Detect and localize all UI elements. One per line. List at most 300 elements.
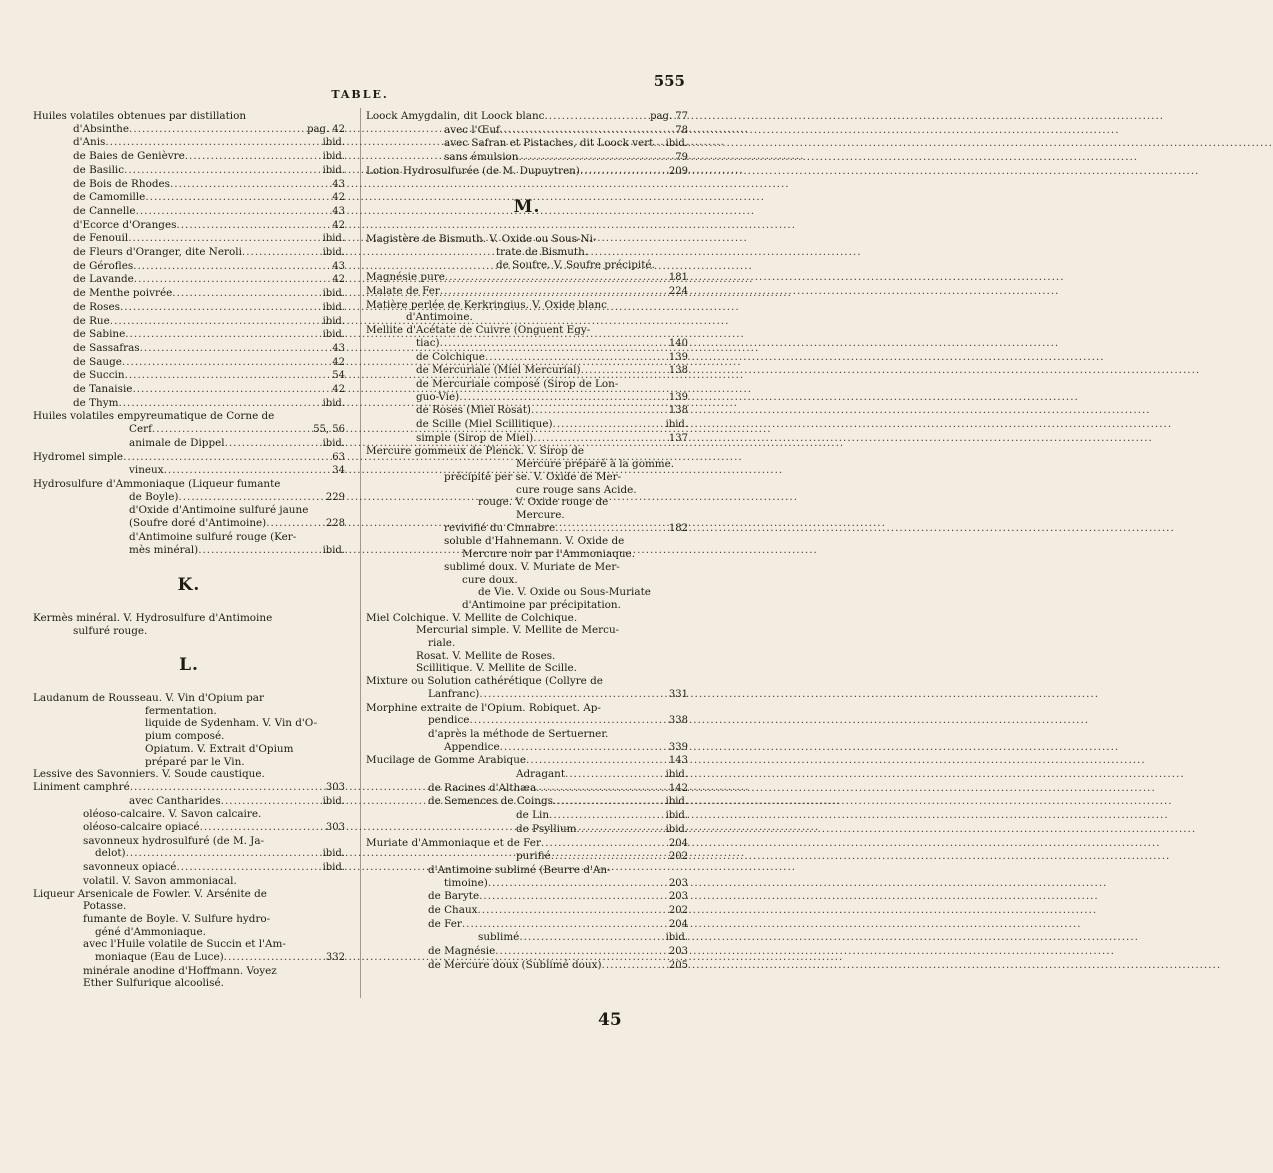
entry-text: de Sassafras (73, 341, 140, 354)
page-reference: 181 (668, 272, 688, 284)
section-letter-l: L. (179, 655, 199, 676)
index-entry (33, 178, 345, 192)
entry-text: vineux (129, 464, 164, 477)
entry-text: riale. (428, 637, 456, 650)
page-reference: 205 (668, 959, 688, 971)
index-entry (366, 324, 688, 337)
index-entry (366, 624, 688, 637)
page-reference: 143 (668, 755, 688, 767)
dot-leader (185, 150, 320, 163)
entry-text: Mercure noir par l'Ammoniaque. (462, 548, 635, 561)
entry-text: sublimé doux. V. Muriate de Mer- (444, 560, 620, 573)
entry-text: de Basilic (73, 163, 125, 176)
entry-text: d'Absinthe (73, 122, 130, 135)
page-reference: ibid. (665, 138, 688, 150)
entry-text: Potasse. (83, 900, 127, 913)
entry-text: Cerf (129, 423, 152, 436)
page-reference: 229 (325, 491, 345, 503)
page-reference: ibid. (665, 796, 688, 808)
index-entry (33, 756, 345, 769)
dot-leader (130, 781, 323, 794)
page-reference: pag. 77 (650, 111, 688, 122)
index-entry (366, 918, 688, 932)
entry-text: Liniment camphré (33, 780, 130, 793)
entry-text: de Fleurs d'Oranger, dite Neroli (73, 246, 242, 259)
entry-text: de Psyllium (516, 822, 577, 835)
page-reference: ibid. (665, 932, 688, 944)
entry-text: Kermès minéral. V. Hydrosulfure d'Antimoine (33, 611, 273, 624)
page-reference: 331 (668, 688, 688, 700)
page-reference: 42 (332, 219, 345, 231)
dot-leader (133, 260, 329, 273)
index-entry (366, 702, 688, 715)
entry-text: Matière perlée de Kerkringius. V. Oxide blanc (366, 298, 607, 311)
page-reference: 202 (668, 851, 688, 863)
index-entry (33, 717, 345, 730)
page-reference: ibid. (665, 419, 688, 431)
entry-text: Adragant (516, 768, 566, 781)
entry-text: Lessive des Savonniers. V. Soude caustique. (33, 768, 265, 781)
index-entry (33, 383, 345, 397)
dot-leader (478, 904, 666, 917)
page-reference: 139 (668, 351, 688, 363)
entry-text: de Mercure doux (Sublimé doux) (428, 958, 602, 971)
index-entry (33, 356, 345, 370)
index-entry (33, 965, 345, 978)
page-reference: 140 (668, 337, 688, 349)
entry-text: d'Antimoine. (406, 311, 473, 324)
index-entry (366, 548, 688, 561)
page-reference: 224 (668, 286, 688, 298)
index-entry (33, 328, 345, 342)
page-reference: ibid. (322, 329, 345, 341)
dot-leader (553, 795, 663, 808)
entry-text: mès minéral) (129, 543, 199, 556)
dot-leader (120, 301, 320, 314)
entry-text: de Baryte (428, 890, 480, 903)
index-entry (33, 795, 345, 809)
dot-leader (152, 423, 310, 436)
page-reference: ibid. (322, 301, 345, 313)
index-entry (366, 561, 688, 574)
dot-leader (221, 795, 320, 808)
entry-text: liquide de Sydenham. V. Vin d'O- (145, 717, 318, 730)
dot-leader (125, 328, 319, 341)
entry-text: guo-Vie) (416, 390, 460, 403)
dot-leader (126, 847, 320, 860)
entry-text: trate de Bismuth. (496, 245, 589, 258)
entry-text: de Bois de Rhodes (73, 177, 170, 190)
index-entry (366, 391, 688, 405)
index-entry (366, 484, 688, 497)
dot-leader (198, 544, 319, 557)
entry-text: delot) (95, 847, 126, 860)
page-reference: 204 (668, 837, 688, 849)
entry-text: fermentation. (145, 704, 217, 717)
index-entry (33, 625, 345, 638)
entry-text: précipité per se. V. Oxide de Mer- (444, 470, 622, 483)
index-entry (366, 311, 688, 324)
dot-leader (555, 522, 666, 535)
entry-text: avec l'Huile volatile de Succin et l'Am- (83, 938, 286, 951)
index-entry (366, 124, 688, 138)
index-entry (366, 233, 688, 246)
entry-text: Malate de Fer (366, 285, 440, 298)
index-entry (366, 768, 688, 782)
dot-leader (544, 110, 647, 123)
dot-leader (518, 151, 672, 164)
dot-leader (565, 768, 663, 781)
index-entry (366, 337, 688, 351)
entry-text: timoine) (444, 876, 488, 889)
index-entry (366, 809, 688, 823)
dot-leader (224, 951, 323, 964)
index-entry (33, 301, 345, 315)
dot-leader (459, 391, 666, 404)
index-entry (366, 471, 688, 484)
index-entry (33, 888, 345, 901)
dot-leader (170, 178, 329, 191)
entry-text: Rosat. V. Mellite de Roses. (416, 649, 556, 662)
page-reference: 42 (332, 192, 345, 204)
index-entry (366, 754, 688, 768)
dot-leader (134, 273, 330, 286)
index-entry (33, 437, 345, 451)
entry-text: de Roses (73, 300, 120, 313)
entry-text: revivifié du Cinnabre (444, 521, 556, 534)
dot-leader (118, 397, 319, 410)
index-entry (33, 287, 345, 301)
entry-text: de Sauge (73, 355, 122, 368)
index-entry (366, 586, 688, 599)
entry-text: de Menthe poivrée (73, 287, 173, 300)
entry-text: Scillitique. V. Mellite de Scille. (416, 662, 577, 675)
entry-text: simple (Sirop de Miel) (416, 431, 534, 444)
k-entries (33, 612, 345, 637)
dot-leader (242, 246, 320, 259)
index-entry (33, 491, 345, 505)
dot-leader (129, 123, 304, 136)
page-reference: 303 (325, 822, 345, 834)
index-entry (366, 714, 688, 728)
dot-leader (200, 821, 323, 834)
page-reference: 139 (668, 391, 688, 403)
page-reference: ibid. (665, 823, 688, 835)
entry-text: Mercure préparé à la gomme. (516, 458, 675, 471)
entry-text: oléoso-calcaire opiacé (83, 821, 200, 834)
index-entry (366, 574, 688, 587)
dot-leader (536, 782, 666, 795)
page-reference: 43 (332, 342, 345, 354)
entry-text: minérale anodine d'Hoffmann. Voyez (83, 964, 277, 977)
index-entry (33, 423, 345, 437)
index-entry (366, 741, 688, 755)
dot-leader (164, 464, 330, 477)
index-entry (366, 432, 688, 446)
index-entry (33, 246, 345, 260)
entry-text: savonneux hydrosulfuré (de M. Ja- (83, 834, 265, 847)
entry-text: Lotion Hydrosulfurée (de M. Dupuytren) (366, 164, 580, 177)
entry-text: Magistère de Bismuth. V. Oxide ou Sous-Ni- (366, 233, 597, 246)
entry-text: pendice (428, 714, 470, 727)
index-entry (366, 137, 688, 151)
entry-text: Mercurial simple. V. Mellite de Mercu- (416, 624, 620, 637)
index-entry (33, 705, 345, 718)
index-entry (366, 662, 688, 675)
entry-text: Mixture ou Solution cathérétique (Collyre de (366, 675, 603, 688)
dot-leader (581, 364, 666, 377)
index-entry (33, 342, 345, 356)
index-entry (366, 246, 688, 259)
dot-leader (500, 124, 672, 137)
index-entry (366, 904, 688, 918)
index-entry (33, 977, 345, 990)
index-entry (366, 378, 688, 391)
entry-text: préparé par le Vin. (145, 755, 245, 768)
index-entry (366, 496, 688, 509)
page-reference: ibid. (665, 810, 688, 822)
index-entry (33, 821, 345, 835)
dot-leader (136, 205, 330, 218)
index-entry (366, 612, 688, 625)
right-column (366, 110, 688, 973)
page-reference: ibid. (322, 544, 345, 556)
index-entry (33, 464, 345, 478)
entry-text: Liqueur Arsenicale de Fowler. V. Arsénite de (33, 887, 267, 900)
page-reference: 63 (332, 451, 345, 463)
index-entry (33, 164, 345, 178)
entry-text: de Mercuriale composé (Sirop de Lon- (416, 377, 619, 390)
dot-leader (178, 491, 323, 504)
page-reference: 339 (668, 741, 688, 753)
index-entry (33, 369, 345, 383)
entry-text: de Racines d'Althæa (428, 781, 537, 794)
dot-leader (479, 890, 666, 903)
dot-leader (145, 191, 329, 204)
entry-text: de Vie. V. Oxide ou Sous-Muriate (478, 586, 651, 599)
entry-text: de Baies de Genièvre (73, 150, 185, 163)
section-letter-m: M. (513, 196, 541, 217)
page-reference: 42 (332, 356, 345, 368)
index-entry (33, 397, 345, 411)
dot-leader (124, 164, 320, 177)
page-reference: ibid. (322, 315, 345, 327)
index-entry (366, 945, 688, 959)
dot-leader (105, 136, 319, 149)
entry-text: de Roses (Miel Rosat) (416, 404, 531, 417)
page-reference: 43 (332, 260, 345, 272)
dot-leader (500, 741, 666, 754)
index-entry (366, 850, 688, 864)
index-entry (33, 315, 345, 329)
entry-text: cure rouge sans Acide. (516, 483, 637, 496)
index-entry (33, 191, 345, 205)
folio-signature: 45 (598, 1010, 622, 1030)
index-entry (33, 517, 345, 531)
dot-leader (440, 285, 666, 298)
index-entry (33, 205, 345, 219)
index-entry (366, 445, 688, 458)
entry-text: d'Anis (73, 136, 106, 149)
index-entry (366, 782, 688, 796)
entry-text: de Colchique (416, 350, 485, 363)
page-reference: ibid. (322, 164, 345, 176)
entry-text: de Camomille (73, 191, 146, 204)
index-entry (366, 795, 688, 809)
index-entry (366, 877, 688, 891)
index-entry (366, 931, 688, 945)
entry-text: Mercure. (516, 508, 565, 521)
entry-text: de Succin (73, 369, 125, 382)
left-column (33, 110, 345, 990)
dot-leader (140, 342, 330, 355)
page-reference: ibid. (322, 247, 345, 259)
entry-text: purifié (516, 850, 551, 863)
index-entry (33, 612, 345, 625)
entry-text: d'Ecorce d'Oranges (73, 218, 177, 231)
dot-leader (462, 918, 666, 931)
index-entry (33, 938, 345, 951)
index-entry (366, 404, 688, 418)
entry-text: sublimé (478, 931, 520, 944)
entry-text: Morphine extraite de l'Opium. Robiquet. Ap- (366, 701, 601, 714)
index-entry (366, 959, 688, 973)
page-reference: pag. 42 (307, 123, 345, 135)
entry-text: de Thym (73, 396, 119, 409)
entry-text: de Lavande (73, 273, 134, 286)
entry-text: sulfuré rouge. (73, 624, 148, 637)
m-entries (366, 233, 688, 972)
index-entry (33, 861, 345, 875)
index-entry (33, 835, 345, 848)
entry-text: avec Safran et Pistaches, dit Loock vert (444, 137, 654, 150)
entry-text: sans émulsion (444, 151, 519, 164)
dot-leader (551, 850, 666, 863)
entry-text: Opiatum. V. Extrait d'Opium (145, 742, 294, 755)
entry-text: de Rue (73, 314, 110, 327)
entry-text: Huiles volatiles empyreumatique de Corne de (33, 410, 275, 423)
dot-leader (469, 714, 665, 727)
page-reference: ibid. (322, 795, 345, 807)
dot-leader (440, 337, 666, 350)
index-entry (33, 900, 345, 913)
entry-text: de Soufre. V. Soufre précipité. (496, 258, 655, 271)
page-reference: ibid. (322, 437, 345, 449)
dot-leader (479, 688, 666, 701)
entry-text: (Soufre doré d'Antimoine) (129, 517, 267, 530)
dot-leader (122, 356, 329, 369)
index-entry (33, 110, 345, 123)
index-entry (366, 522, 688, 536)
entry-text: Mercure gommeux de Plenck. V. Sirop de (366, 445, 584, 458)
entry-text: de Fer (428, 917, 462, 930)
dot-leader (128, 232, 319, 245)
index-entry (366, 728, 688, 741)
dot-leader (125, 369, 330, 382)
dot-leader (123, 451, 329, 464)
section-letter-k: K. (177, 575, 201, 596)
entry-text: géné d'Ammoniaque. (95, 925, 206, 938)
dot-leader (225, 437, 320, 450)
page-reference: 338 (668, 715, 688, 727)
index-entry (366, 688, 688, 702)
index-entry (366, 890, 688, 904)
index-entry (366, 418, 688, 432)
page-reference: 203 (668, 946, 688, 958)
entry-text: de Boyle) (129, 490, 179, 503)
index-entry (33, 273, 345, 287)
entry-text: Mucilage de Gomme Arabique (366, 754, 527, 767)
dot-leader (553, 418, 663, 431)
entry-text: Ether Sulfurique alcoolisé. (83, 977, 224, 990)
page-reference: 332 (325, 952, 345, 964)
entry-text: d'Antimoine par précipitation. (462, 598, 621, 611)
entry-text: moniaque (Eau de Luce) (95, 951, 224, 964)
index-entry (33, 451, 345, 465)
entry-text: de Fenouil (73, 232, 129, 245)
dot-leader (266, 517, 323, 530)
page-reference: 79 (675, 152, 688, 164)
index-entry (33, 531, 345, 544)
entry-text: Mellite d'Acétate de Cuivre (Onguent Egy- (366, 324, 591, 337)
entry-text: soluble d'Hahnemann. V. Oxide de (444, 535, 625, 548)
entry-text: de Mercuriale (Miel Mercurial) (416, 364, 581, 377)
page-reference: 204 (668, 918, 688, 930)
page-reference: 55, 56 (313, 424, 345, 436)
page-reference: 303 (325, 781, 345, 793)
entry-text: savonneux opiacé (83, 861, 177, 874)
index-entry (366, 675, 688, 688)
index-entry (33, 692, 345, 705)
dot-leader (488, 877, 666, 890)
dot-leader (176, 219, 329, 232)
entry-text: de Cannelle (73, 204, 136, 217)
page-reference: ibid. (322, 151, 345, 163)
dot-leader (110, 315, 320, 328)
page-reference: ibid. (322, 137, 345, 149)
index-entry (33, 123, 345, 137)
dot-leader (533, 432, 666, 445)
dot-leader (602, 959, 666, 972)
entry-text: pium composé. (145, 730, 225, 743)
index-entry (33, 847, 345, 861)
entry-text: cure doux. (462, 573, 518, 586)
index-entry (33, 768, 345, 781)
index-entry (33, 410, 345, 423)
entry-text: de Semences de Coings (428, 795, 553, 808)
index-entry (366, 637, 688, 650)
page-reference: ibid. (322, 397, 345, 409)
index-entry (33, 951, 345, 965)
entry-text: d'Antimoine sublimé (Beurre d'An- (428, 863, 611, 876)
entry-text: avec l'Œuf (444, 123, 500, 136)
page-reference: 34 (332, 465, 345, 477)
index-entry (366, 823, 688, 837)
l-entries (33, 692, 345, 990)
entry-text: tiac) (416, 336, 440, 349)
page-reference: 42 (332, 274, 345, 286)
page-reference: 209 (668, 165, 688, 177)
index-entry (33, 544, 345, 558)
index-entry (366, 599, 688, 612)
index-entry (33, 781, 345, 795)
index-entry (33, 260, 345, 274)
index-entry (366, 458, 688, 471)
index-entry (33, 478, 345, 491)
loock-entries (366, 110, 688, 179)
page-reference: 228 (325, 518, 345, 530)
running-title: TABLE. (331, 88, 389, 101)
